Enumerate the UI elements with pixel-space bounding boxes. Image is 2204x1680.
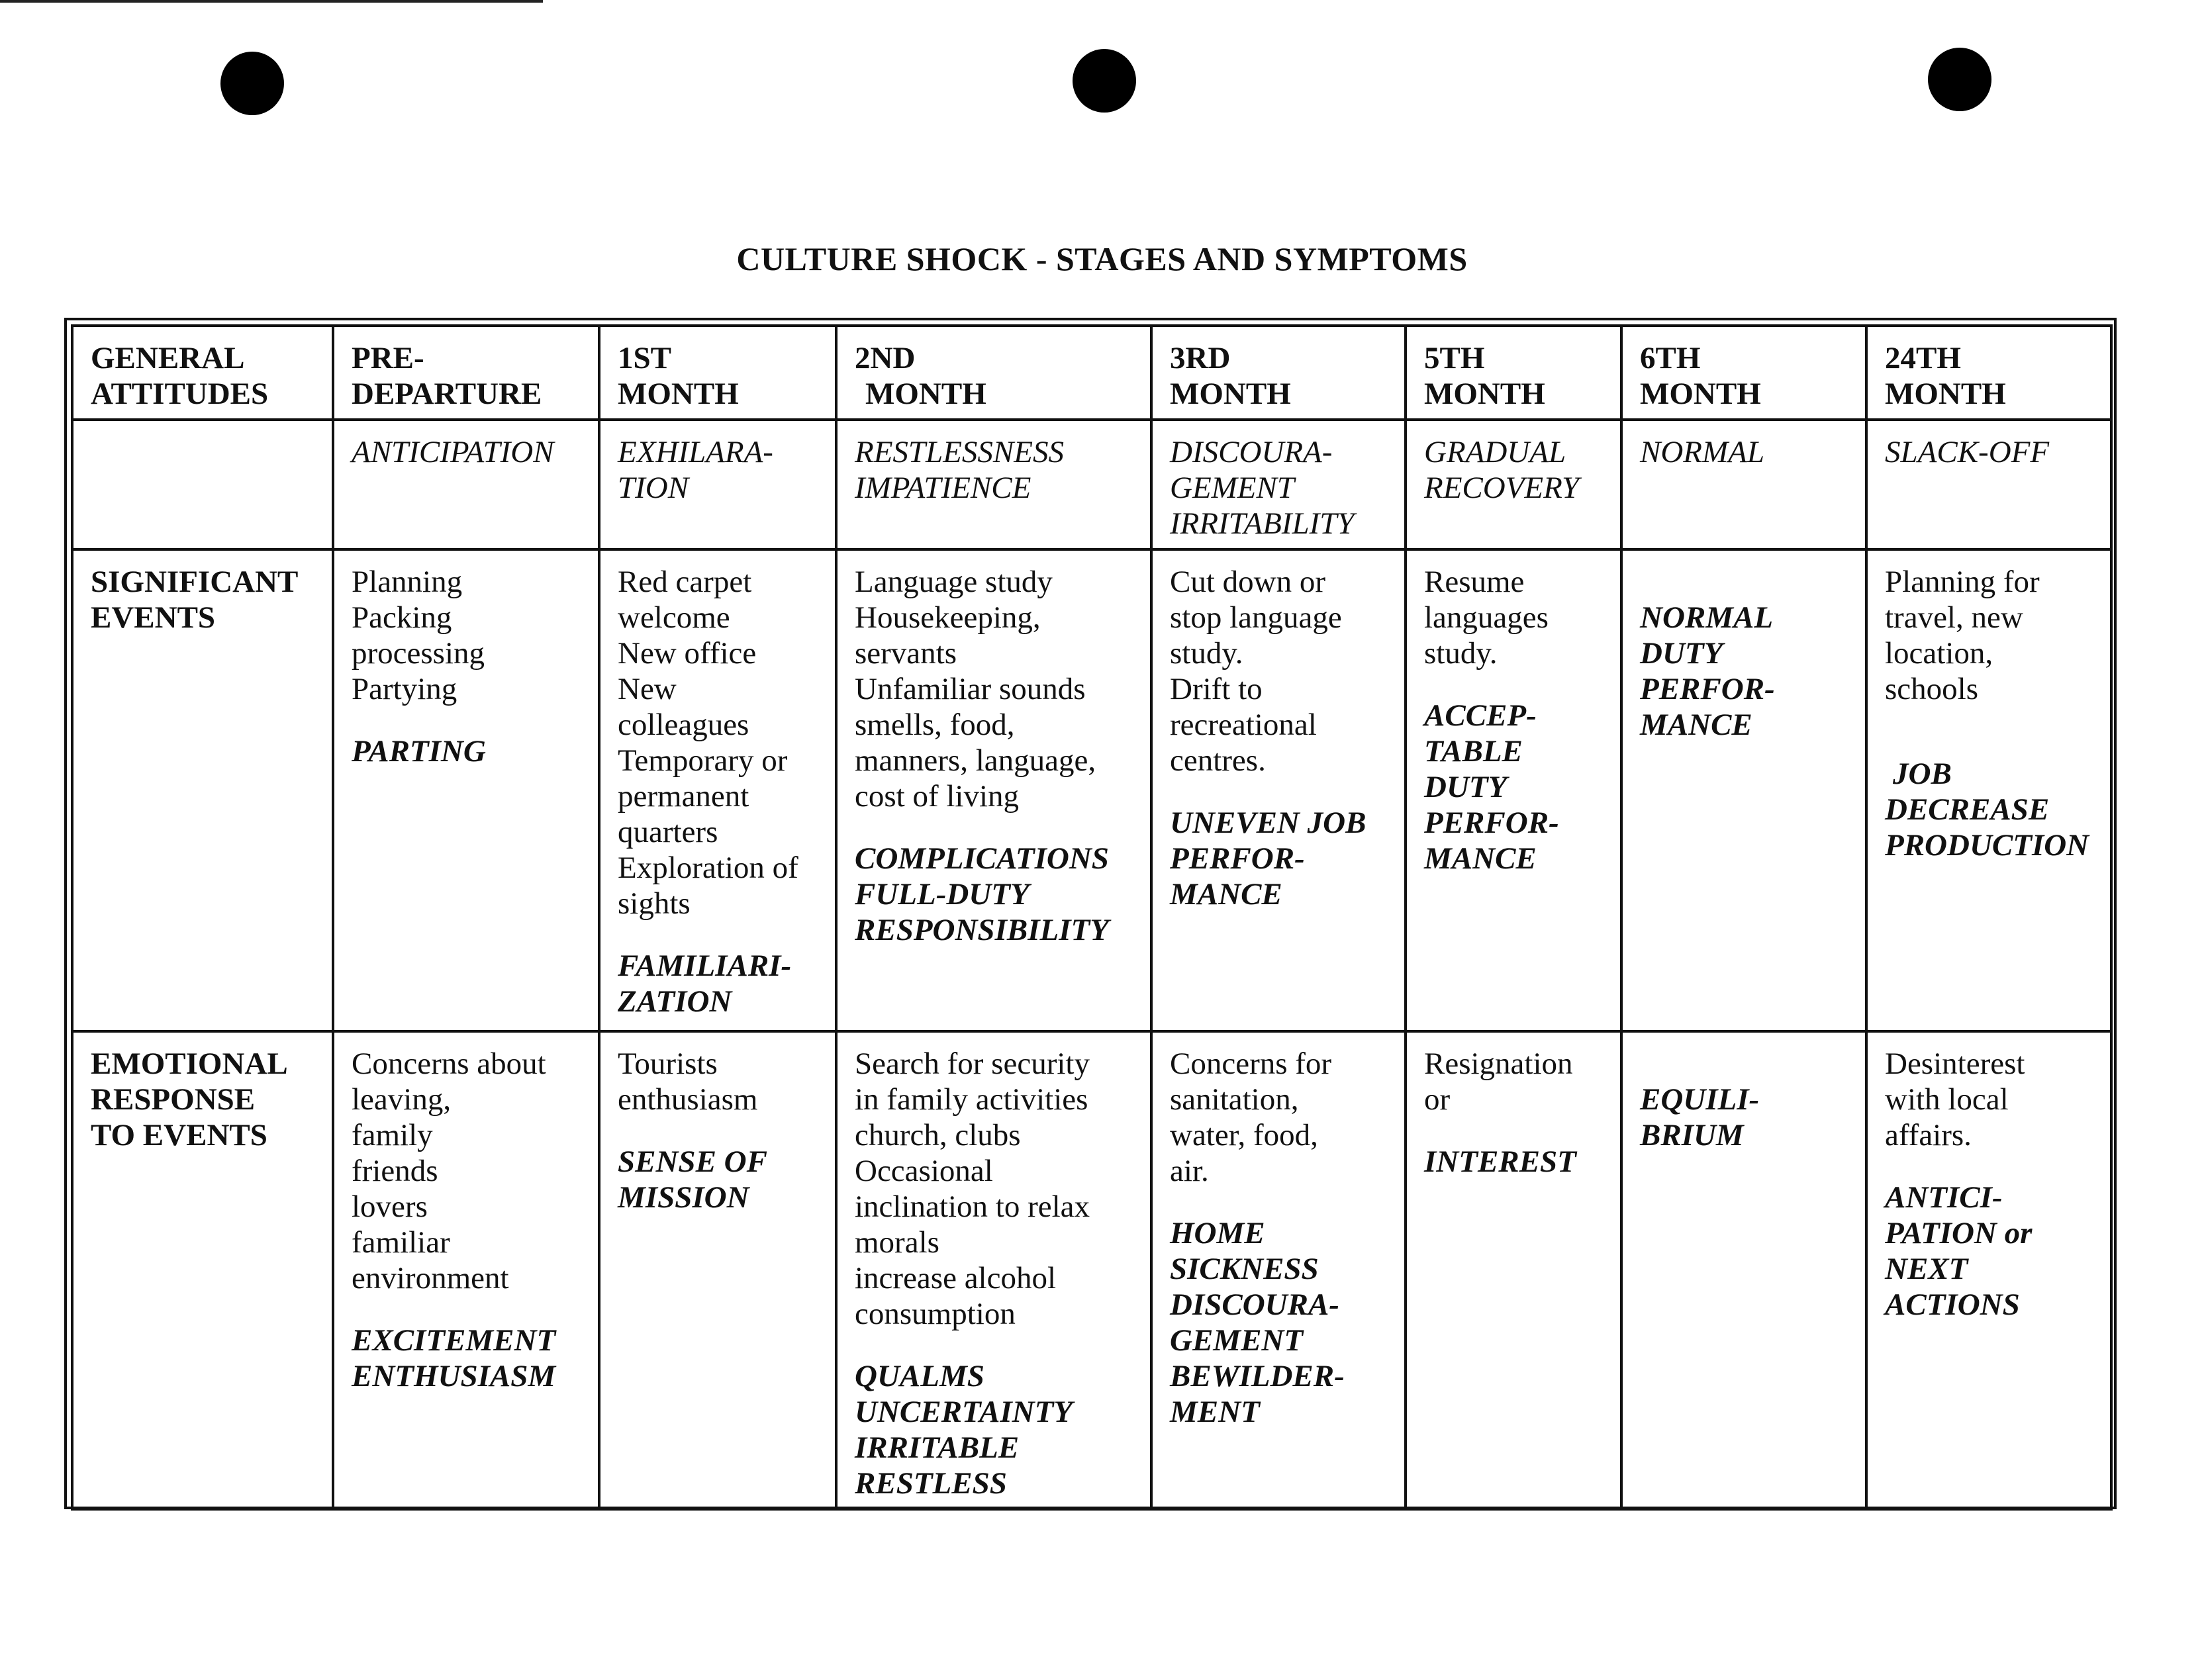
cell-line: consumption (855, 1297, 1016, 1331)
cell-line: family (352, 1118, 433, 1152)
cell-emphasis-line: NEXT (1885, 1252, 1968, 1286)
punch-hole-right (1928, 48, 1991, 111)
cell-emphasis-line: ZATION (618, 984, 732, 1019)
emotional-cell-1st-month (599, 1031, 836, 1509)
top-edge-rule (0, 0, 543, 3)
stage-line: SLACK-OFF (1885, 435, 2050, 469)
cell-line: in family activities (855, 1082, 1088, 1117)
spacer (1424, 1117, 1605, 1144)
header-cell-24th-month (1866, 326, 2111, 420)
cell-emphasis-line: ACTIONS (1885, 1287, 2020, 1322)
cell-line: location, (1885, 636, 1993, 671)
cell-emphasis-line: PERFOR- (1170, 841, 1305, 876)
row-label-significant-events (72, 549, 333, 1031)
cell-line: processing (352, 636, 485, 671)
row-label-line: EVENTS (91, 600, 216, 635)
emotional-response-row (72, 1031, 2111, 1509)
cell-emphasis-line: BRIUM (1640, 1118, 1744, 1152)
cell-line: environment (352, 1261, 509, 1295)
cell-line: Planning for (1885, 565, 2040, 599)
cell-line: affairs. (1885, 1118, 1972, 1152)
punch-hole-center (1073, 49, 1136, 113)
events-cell-24th-month (1866, 549, 2111, 1031)
stage-line: ANTICIPATION (352, 435, 554, 469)
header-cell-2nd-month (836, 326, 1151, 420)
spacer (1640, 564, 1850, 600)
header-line: MONTH (1640, 377, 1761, 411)
cell-line: servants (855, 636, 957, 671)
cell-line: Housekeeping, (855, 600, 1041, 635)
cell-emphasis-line: EQUILI- (1640, 1082, 1760, 1117)
header-line: MONTH (865, 377, 986, 411)
cell-line: lovers (352, 1190, 428, 1224)
cell-emphasis-line: PRODUCTION (1885, 828, 2089, 863)
stage-cell-1st-month (599, 420, 836, 549)
cell-emphasis-line: PERFOR- (1640, 672, 1775, 706)
header-line: GENERAL (91, 341, 245, 375)
cell-emphasis-line: MANCE (1640, 708, 1752, 742)
stage-cell-3rd-month (1151, 420, 1406, 549)
header-line: PRE- (352, 341, 424, 375)
events-cell-1st-month (599, 549, 836, 1031)
spacer (1424, 671, 1605, 698)
cell-line: Drift to (1170, 672, 1263, 706)
cell-emphasis-line: DUTY (1424, 770, 1508, 804)
emotional-cell-3rd-month (1151, 1031, 1406, 1509)
cell-emphasis-line: RESTLESS (855, 1466, 1007, 1501)
cell-line: Occasional (855, 1154, 993, 1188)
stage-line: IMPATIENCE (855, 471, 1031, 505)
header-cell-pre-departure (333, 326, 599, 420)
header-line: ATTITUDES (91, 377, 269, 411)
stage-line: EXHILARA- (618, 435, 773, 469)
cell-line: church, clubs (855, 1118, 1021, 1152)
emotional-cell-6th-month (1621, 1031, 1866, 1509)
cell-line: Red carpet (618, 565, 752, 599)
header-cell-3rd-month (1151, 326, 1406, 420)
cell-emphasis-line: ENTHUSIASM (352, 1359, 556, 1393)
stage-line: NORMAL (1640, 435, 1764, 469)
cell-line: Search for security (855, 1047, 1090, 1081)
header-line: 3RD (1170, 341, 1231, 375)
cell-line: study. (1424, 636, 1498, 671)
emotional-cell-5th-month (1406, 1031, 1621, 1509)
row-label-emotional-response (72, 1031, 333, 1509)
cell-emphasis-line: EXCITEMENT (352, 1323, 556, 1358)
cell-line: familiar (352, 1225, 450, 1260)
cell-emphasis-line: PERFOR- (1424, 806, 1559, 840)
cell-emphasis-line: DECREASE (1885, 792, 2050, 827)
stage-line: GEMENT (1170, 471, 1294, 505)
cell-line: smells, food, (855, 708, 1015, 742)
events-cell-6th-month (1621, 549, 1866, 1031)
cell-line: Exploration of (618, 851, 798, 885)
events-cell-pre-departure (333, 549, 599, 1031)
emotional-cell-pre-departure (333, 1031, 599, 1509)
header-line: DEPARTURE (352, 377, 542, 411)
spacer (618, 921, 820, 948)
emotional-cell-2nd-month (836, 1031, 1151, 1509)
cell-line: cost of living (855, 779, 1020, 814)
events-cell-3rd-month (1151, 549, 1406, 1031)
spacer (1885, 1153, 2095, 1180)
cell-line: with local (1885, 1082, 2009, 1117)
culture-shock-table (71, 324, 2113, 1511)
cell-line: travel, new (1885, 600, 2023, 635)
cell-emphasis-line: DISCOURA- (1170, 1287, 1339, 1322)
cell-line: Concerns for (1170, 1047, 1332, 1081)
header-line: 24TH (1885, 341, 1961, 375)
cell-line: Packing (352, 600, 452, 635)
spacer (855, 814, 1135, 841)
stage-cell-6th-month (1621, 420, 1866, 549)
cell-line: manners, language, (855, 743, 1096, 778)
cell-line: increase alcohol (855, 1261, 1057, 1295)
culture-shock-table-frame (64, 318, 2117, 1509)
cell-emphasis-line: MANCE (1424, 841, 1537, 876)
header-cell-1st-month (599, 326, 836, 420)
cell-line: languages (1424, 600, 1549, 635)
stage-row (72, 420, 2111, 549)
cell-line: Partying (352, 672, 457, 706)
cell-line: air. (1170, 1154, 1209, 1188)
stage-cell-24th-month (1866, 420, 2111, 549)
cell-line: welcome (618, 600, 730, 635)
stage-cell-pre-departure (333, 420, 599, 549)
header-line: 6TH (1640, 341, 1701, 375)
header-cell-general-attitudes (72, 326, 333, 420)
header-line: 2ND (855, 341, 916, 375)
spacer (1170, 778, 1390, 805)
cell-line: New (618, 672, 677, 706)
cell-line: leaving, (352, 1082, 452, 1117)
cell-line: morals (855, 1225, 939, 1260)
cell-emphasis-line: MANCE (1170, 877, 1282, 911)
spacer (352, 1296, 583, 1323)
spacer (1885, 707, 2095, 756)
row-label-line: RESPONSE (91, 1082, 256, 1117)
cell-line: Desinterest (1885, 1047, 2025, 1081)
cell-emphasis-line: MENT (1170, 1395, 1260, 1429)
cell-line: Tourists (618, 1047, 718, 1081)
spacer (618, 1117, 820, 1144)
cell-emphasis-line: FULL-DUTY (855, 877, 1030, 911)
stage-line: RESTLESSNESS (855, 435, 1064, 469)
cell-emphasis-line: ANTICI- (1885, 1180, 2003, 1215)
stage-line: RECOVERY (1424, 471, 1580, 505)
header-line: 5TH (1424, 341, 1485, 375)
header-line: MONTH (1170, 377, 1291, 411)
stage-cell-5th-month (1406, 420, 1621, 549)
cell-emphasis-line: SENSE OF (618, 1144, 767, 1179)
cell-line: sights (618, 886, 691, 921)
cell-line: Unfamiliar sounds (855, 672, 1086, 706)
header-cell-5th-month (1406, 326, 1621, 420)
cell-line: Temporary or (618, 743, 788, 778)
cell-line: recreational (1170, 708, 1317, 742)
row-label-line: TO EVENTS (91, 1118, 267, 1152)
cell-emphasis-line: JOB (1893, 757, 1952, 791)
header-line: 1ST (618, 341, 671, 375)
cell-line: Cut down or (1170, 565, 1325, 599)
cell-emphasis-line: DUTY (1640, 636, 1723, 671)
header-line: MONTH (618, 377, 739, 411)
cell-line: Concerns about (352, 1047, 546, 1081)
events-cell-5th-month (1406, 549, 1621, 1031)
cell-emphasis-line: SICKNESS (1170, 1252, 1319, 1286)
cell-line: quarters (618, 815, 718, 849)
cell-emphasis-line: INTEREST (1424, 1144, 1576, 1179)
significant-events-row (72, 549, 2111, 1031)
punch-hole-left (220, 52, 284, 115)
cell-emphasis-line: RESPONSIBILITY (855, 913, 1109, 947)
stage-cell-2nd-month (836, 420, 1151, 549)
stage-line: GRADUAL (1424, 435, 1566, 469)
row-label-line: EMOTIONAL (91, 1047, 288, 1081)
cell-emphasis-line: BEWILDER- (1170, 1359, 1345, 1393)
cell-line: Language study (855, 565, 1053, 599)
spacer (1640, 1046, 1850, 1082)
cell-emphasis-line: COMPLICATIONS (855, 841, 1109, 876)
cell-line: Resume (1424, 565, 1525, 599)
cell-emphasis-line: UNEVEN JOB (1170, 806, 1366, 840)
spacer (1170, 1189, 1390, 1215)
cell-emphasis-line: TABLE (1424, 734, 1523, 769)
cell-line: New office (618, 636, 757, 671)
row-label-line: SIGNIFICANT (91, 565, 299, 599)
cell-emphasis-line: FAMILIARI- (618, 949, 792, 983)
cell-emphasis-line: PARTING (352, 734, 486, 769)
cell-line: inclination to relax (855, 1190, 1090, 1224)
events-cell-2nd-month (836, 549, 1151, 1031)
cell-line: Planning (352, 565, 463, 599)
cell-line: or (1424, 1082, 1451, 1117)
spacer (855, 1332, 1135, 1358)
cell-emphasis-line: IRRITABLE (855, 1430, 1020, 1465)
cell-emphasis-line: UNCERTAINTY (855, 1395, 1073, 1429)
cell-line: permanent (618, 779, 749, 814)
cell-emphasis-line: HOME (1170, 1216, 1265, 1250)
header-row (72, 326, 2111, 420)
document-title: CULTURE SHOCK - STAGES AND SYMPTOMS (736, 240, 1468, 277)
spacer (352, 707, 583, 733)
stage-line: DISCOURA- (1170, 435, 1333, 469)
cell-emphasis-line: NORMAL (1640, 600, 1774, 635)
cell-line: water, food, (1170, 1118, 1318, 1152)
cell-line: friends (352, 1154, 438, 1188)
cell-line: schools (1885, 672, 1978, 706)
header-line: MONTH (1424, 377, 1545, 411)
cell-line: enthusiasm (618, 1082, 758, 1117)
stage-line: IRRITABILITY (1170, 506, 1355, 541)
emotional-cell-24th-month (1866, 1031, 2111, 1509)
header-cell-6th-month (1621, 326, 1866, 420)
cell-emphasis-line: GEMENT (1170, 1323, 1304, 1358)
cell-emphasis-line: QUALMS (855, 1359, 984, 1393)
cell-emphasis-line: PATION or (1885, 1216, 2033, 1250)
cell-emphasis-line: MISSION (618, 1180, 749, 1215)
cell-line: sanitation, (1170, 1082, 1299, 1117)
cell-line: study. (1170, 636, 1243, 671)
cell-line: colleagues (618, 708, 749, 742)
cell-emphasis-line: ACCEP- (1424, 698, 1537, 733)
header-line: MONTH (1885, 377, 2006, 411)
cell-line: stop language (1170, 600, 1342, 635)
cell-line: centres. (1170, 743, 1266, 778)
stage-line: TION (618, 471, 689, 505)
stage-cell-empty (72, 420, 333, 549)
cell-line: Resignation (1424, 1047, 1573, 1081)
